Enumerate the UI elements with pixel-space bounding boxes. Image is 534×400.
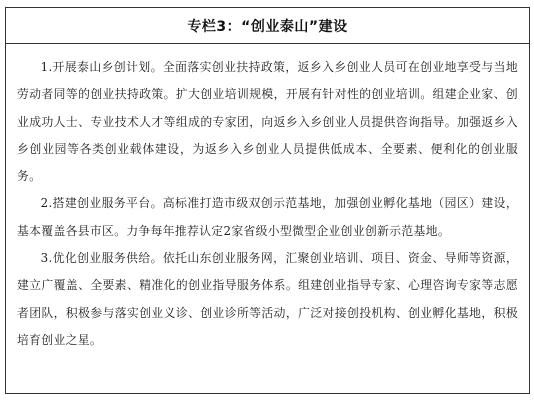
paragraph-service-platform: 2.搭建创业服务平台。高标准打造市级双创示范基地，加强创业孵化基地（园区）建设，基本覆盖各县市区。力争每年推荐认定2家省级小型微型企业创业创新示范基地。 <box>17 196 518 238</box>
box-body <box>6 44 529 360</box>
box-header <box>6 8 529 44</box>
paragraph-service-supply: 3.优化创业服务供给。依托山东创业服务网，汇聚创业培训、项目、资金、导师等资源，建立广覆盖、全要素、精准化的创业指导服务体系。组建创业指导专家、心理咨询专家等志愿者团队，积极参与落实创业义诊、创业诊所等活动，广泛对接创投机构、创业孵化基地，积极培育创业之星。 <box>17 251 518 347</box>
paragraph-entrepreneurship-plan: 1.开展泰山乡创计划。全面落实创业扶持政策，返乡入乡创业人员可在创业地享受与当地劳动者同等的创业扶持政策。扩大创业培训规模，开展有针对性的创业培训。组建企业家、创业成功人士、专业技术人才等组成的专家团，向返乡入乡创业人员提供咨询指导。加强返乡入乡创业园等各类创业载体建设，为返乡入乡创业人员提供低成本、全要素、便利化的创业服务。 <box>17 60 518 184</box>
box-title: 专栏3：“创业泰山”建设 <box>187 18 348 35</box>
sidebar-box <box>5 7 530 394</box>
